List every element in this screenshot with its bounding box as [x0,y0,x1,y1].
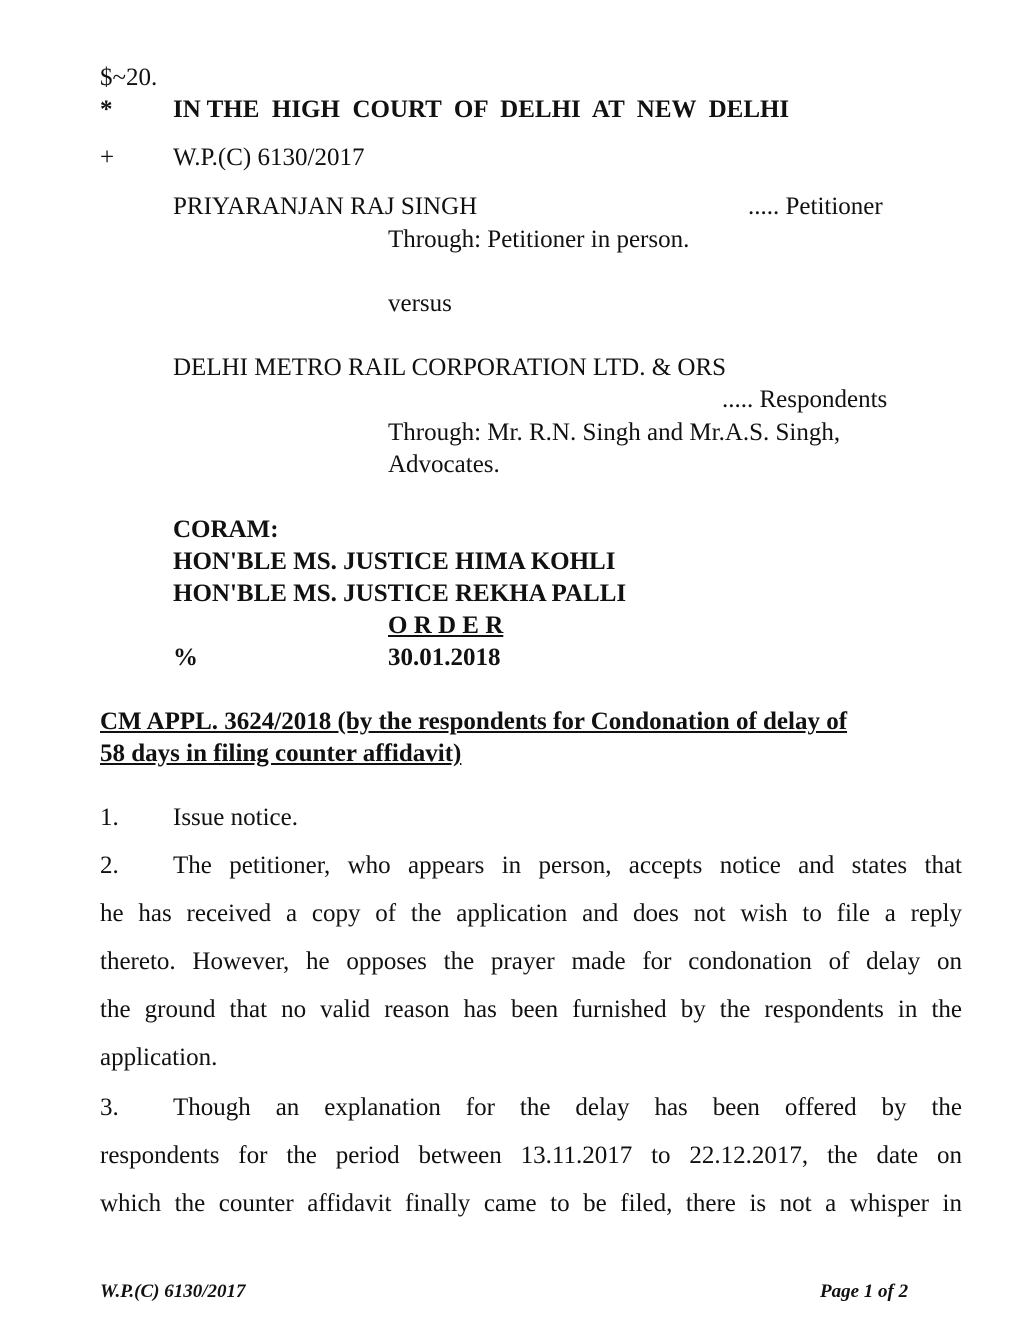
paragraph-number: 2. [100,852,119,879]
judge-1: HON'BLE MS. JUSTICE HIMA KOHLI [173,548,616,575]
document-code: $~20. [100,64,158,91]
paragraph-number: 3. [100,1094,119,1121]
paragraph-line: thereto. However, he opposes the prayer made for condonation of delay on [100,948,962,975]
paragraph-line: he has received a copy of the application and does not wish to file a reply [100,900,962,927]
paragraph-line: the ground that no valid reason has been furnished by the respondents in the [100,996,962,1023]
court-title: IN THE HIGH COURT OF DELHI AT NEW DELHI [173,96,790,123]
application-heading-1: CM APPL. 3624/2018 (by the respondents for Condonation of delay of [100,708,848,735]
footer-page-number: Page 1 of 2 [820,1281,909,1302]
paragraph-line: respondents for the period between 13.11.2017 to 22.12.2017, the date on [100,1142,962,1169]
paragraph-line: Though an explanation for the delay has been offered by the [173,1094,962,1121]
respondent-name: DELHI METRO RAIL CORPORATION LTD. & ORS [173,354,727,381]
versus: versus [388,290,452,317]
paragraph-line: application. [100,1044,218,1071]
coram-label: CORAM: [173,516,279,543]
footer-case-number: W.P.(C) 6130/2017 [100,1281,246,1302]
respondent-through: Through: Mr. R.N. Singh and Mr.A.S. Singh, [388,419,841,446]
star-marker: * [100,96,113,123]
paragraph-line: Issue notice. [173,804,298,831]
petitioner-role: ..... Petitioner [748,193,883,220]
respondent-role: ..... Respondents [722,386,888,413]
order-date: 30.01.2018 [388,644,501,671]
paragraph-line: The petitioner, who appears in person, accepts notice and states that [173,852,962,879]
case-number: W.P.(C) 6130/2017 [173,144,365,171]
paragraph-line: which the counter affidavit finally came to be filed, there is not a whisper in [100,1190,962,1217]
plus-marker: + [100,144,115,171]
paragraph-number: 1. [100,804,119,831]
application-heading-2: 58 days in filing counter affidavit) [100,740,462,767]
petitioner-through: Through: Petitioner in person. [388,226,690,253]
order-title: O R D E R [388,612,504,639]
petitioner-name: PRIYARANJAN RAJ SINGH [173,193,478,220]
respondent-advocates: Advocates. [388,451,500,478]
percent-marker: % [173,644,198,671]
judge-2: HON'BLE MS. JUSTICE REKHA PALLI [173,580,627,607]
